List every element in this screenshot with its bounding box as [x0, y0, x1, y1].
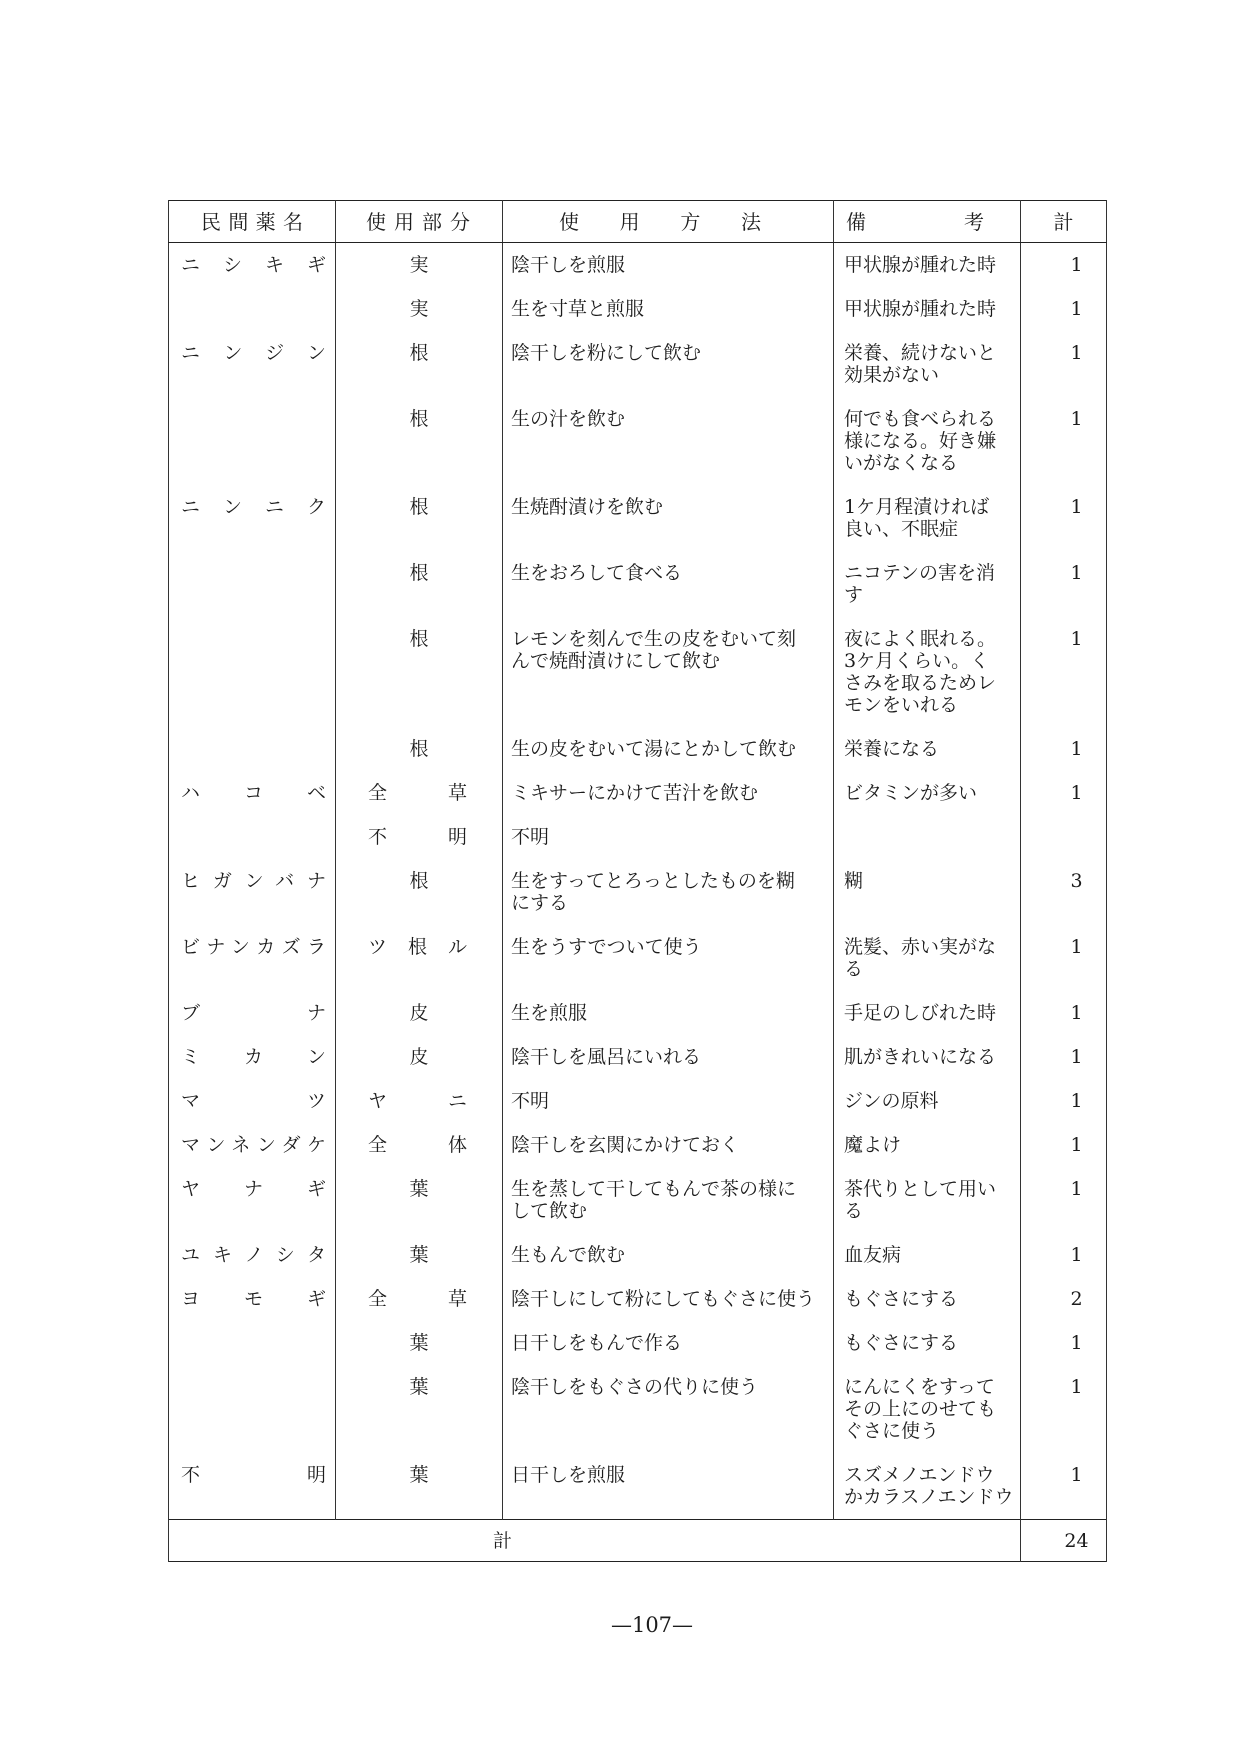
method-line: 生をうすでついて使う	[511, 936, 702, 958]
part-label: 皮	[409, 1046, 429, 1068]
table-row	[169, 1123, 1107, 1167]
method-cell	[503, 485, 834, 551]
remark-line: にんにくをすって	[844, 1376, 995, 1398]
method-line: んで焼酎漬けにして飲む	[511, 650, 721, 672]
count-cell	[1021, 1321, 1107, 1365]
remark-line: もぐさにする	[844, 1288, 959, 1310]
table-row	[169, 1453, 1107, 1520]
count-value: 1	[1070, 342, 1083, 364]
count-cell	[1021, 551, 1107, 617]
remedy-name: ヒガンバナ	[181, 870, 326, 892]
method-cell	[503, 1167, 834, 1233]
method-cell	[503, 1453, 834, 1520]
name-cell	[169, 1453, 336, 1520]
method-cell	[503, 815, 834, 859]
remark-line: 様になる。好き嫌	[844, 430, 997, 452]
table-row	[169, 1167, 1107, 1233]
table-row	[169, 1321, 1107, 1365]
part-label: 不明	[368, 826, 467, 848]
remark-cell	[834, 287, 1021, 331]
method-line: 生もんで飲む	[511, 1244, 626, 1266]
remark-line: 良い、不眠症	[844, 518, 959, 540]
remark-cell	[834, 243, 1021, 288]
remark-line: 肌がきれいになる	[844, 1046, 997, 1068]
table-row	[169, 243, 1107, 288]
remark-line: さみを取るためレ	[844, 672, 997, 694]
header-part-cell	[336, 201, 503, 243]
header-method-cell	[503, 201, 834, 243]
remark-line: 茶代りとして用い	[844, 1178, 997, 1200]
count-value: 1	[1070, 1090, 1083, 1112]
part-cell	[336, 991, 503, 1035]
remark-line: 血友病	[844, 1244, 902, 1266]
header-method: 使用方法	[559, 209, 761, 234]
method-cell	[503, 1277, 834, 1321]
remark-cell	[834, 771, 1021, 815]
remark-line: 夜によく眠れる。	[844, 628, 997, 650]
method-cell	[503, 287, 834, 331]
remark-line: す	[844, 584, 864, 606]
method-line: 不明	[511, 1090, 550, 1112]
remark-line: 甲状腺が腫れた時	[844, 298, 997, 320]
count-cell	[1021, 1035, 1107, 1079]
part-label: 根	[409, 628, 429, 650]
header-name: 民間薬名	[201, 209, 303, 234]
table-row	[169, 1233, 1107, 1277]
method-line: 陰干しを風呂にいれる	[511, 1046, 702, 1068]
part-cell	[336, 1453, 503, 1520]
part-cell	[336, 485, 503, 551]
part-label: 葉	[409, 1332, 429, 1354]
count-value: 1	[1070, 1046, 1083, 1068]
count-value: 1	[1070, 496, 1083, 518]
table-row	[169, 485, 1107, 551]
method-line: 生を蒸して干してもんで茶の様に	[511, 1178, 797, 1200]
total-count-cell	[1021, 1520, 1107, 1562]
part-cell	[336, 1079, 503, 1123]
part-label: 根	[409, 496, 429, 518]
part-cell	[336, 1321, 503, 1365]
remedy-name: ビナンカズラ	[181, 936, 326, 958]
remark-line: 1ケ月程漬ければ	[844, 496, 990, 518]
table-row	[169, 1079, 1107, 1123]
name-cell	[169, 485, 336, 551]
name-cell	[169, 617, 336, 727]
part-cell	[336, 287, 503, 331]
method-line: 陰干しをもぐさの代りに使う	[511, 1376, 759, 1398]
remark-cell	[834, 925, 1021, 991]
count-value: 1	[1070, 628, 1083, 650]
method-line: 生焼酎漬けを飲む	[511, 496, 664, 518]
remark-line: その上にのせても	[844, 1398, 997, 1420]
remedy-name: ハコベ	[181, 782, 326, 804]
count-cell	[1021, 925, 1107, 991]
remedy-name: ヨモギ	[181, 1288, 326, 1310]
name-cell	[169, 397, 336, 485]
count-value: 2	[1070, 1288, 1083, 1310]
method-line: 陰干しを煎服	[511, 254, 626, 276]
part-label: 葉	[409, 1244, 429, 1266]
method-line: 陰干しを玄関にかけておく	[511, 1134, 740, 1156]
table-row	[169, 991, 1107, 1035]
method-cell	[503, 1123, 834, 1167]
method-line: にする	[511, 892, 569, 914]
part-cell	[336, 1167, 503, 1233]
remark-cell	[834, 397, 1021, 485]
method-line: 生の皮をむいて湯にとかして飲む	[511, 738, 797, 760]
remark-line: 何でも食べられる	[844, 408, 997, 430]
table-row	[169, 287, 1107, 331]
remark-cell	[834, 551, 1021, 617]
count-cell	[1021, 727, 1107, 771]
remark-cell	[834, 485, 1021, 551]
remark-line: 糊	[844, 870, 864, 892]
part-cell	[336, 617, 503, 727]
count-cell	[1021, 1123, 1107, 1167]
part-cell	[336, 1123, 503, 1167]
method-cell	[503, 617, 834, 727]
part-cell	[336, 1035, 503, 1079]
part-label: 実	[409, 254, 429, 276]
remark-line: 栄養、続けないと	[844, 342, 997, 364]
name-cell	[169, 551, 336, 617]
method-line: 生をすってとろっとしたものを糊	[511, 870, 795, 892]
count-cell	[1021, 1233, 1107, 1277]
method-line: 陰干しにして粉にしてもぐさに使う	[511, 1288, 816, 1310]
remark-cell	[834, 727, 1021, 771]
remark-cell	[834, 1321, 1021, 1365]
count-cell	[1021, 1453, 1107, 1520]
part-cell	[336, 771, 503, 815]
method-cell	[503, 551, 834, 617]
count-value: 1	[1070, 1002, 1083, 1024]
name-cell	[169, 1167, 336, 1233]
table-row	[169, 331, 1107, 397]
part-label: ツ根ル	[368, 936, 467, 958]
count-value: 1	[1070, 782, 1083, 804]
header-remark: 備考	[846, 209, 984, 234]
method-line: ミキサーにかけて苦汁を飲む	[511, 782, 759, 804]
method-cell	[503, 727, 834, 771]
total-row	[169, 1520, 1107, 1562]
remedy-name: ユキノシタ	[181, 1244, 326, 1266]
name-cell	[169, 331, 336, 397]
table-row	[169, 617, 1107, 727]
count-value: 1	[1070, 1376, 1083, 1398]
remedy-name: ヤナギ	[181, 1178, 326, 1200]
remedy-name: マンネンダケ	[181, 1134, 326, 1156]
remark-cell	[834, 815, 1021, 859]
remark-line: る	[844, 958, 864, 980]
header-part: 使用部分	[366, 209, 470, 234]
remark-cell	[834, 991, 1021, 1035]
table-row	[169, 397, 1107, 485]
count-value: 1	[1070, 298, 1083, 320]
count-value: 1	[1070, 1178, 1083, 1200]
remark-line: 手足のしびれた時	[844, 1002, 997, 1024]
remedy-name: 不明	[181, 1464, 326, 1486]
count-cell	[1021, 815, 1107, 859]
remark-line: る	[844, 1200, 864, 1222]
count-value: 1	[1070, 1464, 1083, 1486]
table-row	[169, 815, 1107, 859]
remark-line: ぐさに使う	[844, 1420, 940, 1442]
remark-line: もぐさにする	[844, 1332, 959, 1354]
name-cell	[169, 287, 336, 331]
remark-cell	[834, 1365, 1021, 1453]
method-line: 日干しを煎服	[511, 1464, 626, 1486]
method-line: 不明	[511, 826, 550, 848]
count-value: 1	[1070, 1332, 1083, 1354]
count-value: 1	[1070, 936, 1083, 958]
part-cell	[336, 925, 503, 991]
table-row	[169, 1035, 1107, 1079]
count-cell	[1021, 771, 1107, 815]
remark-line: スズメノエンドウ	[844, 1464, 995, 1486]
count-cell	[1021, 1365, 1107, 1453]
part-cell	[336, 815, 503, 859]
method-line: 生をおろして食べる	[511, 562, 683, 584]
name-cell	[169, 243, 336, 288]
count-value: 1	[1070, 408, 1083, 430]
remark-line: 効果がない	[844, 364, 940, 386]
table-row	[169, 1277, 1107, 1321]
name-cell	[169, 815, 336, 859]
remark-cell	[834, 859, 1021, 925]
count-cell	[1021, 287, 1107, 331]
method-cell	[503, 1079, 834, 1123]
table-row	[169, 1365, 1107, 1453]
part-label: 葉	[409, 1464, 429, 1486]
remedy-name: ニシキギ	[181, 254, 326, 276]
header-row	[169, 201, 1107, 243]
method-cell	[503, 925, 834, 991]
count-cell	[1021, 1079, 1107, 1123]
remark-line: ニコテンの害を消	[844, 562, 996, 584]
part-label: 根	[409, 342, 429, 364]
part-label: 根	[409, 738, 429, 760]
count-cell	[1021, 331, 1107, 397]
part-label: 全草	[368, 1288, 467, 1310]
part-label: ヤニ	[368, 1090, 467, 1112]
name-cell	[169, 1035, 336, 1079]
method-line: 陰干しを粉にして飲む	[511, 342, 702, 364]
remark-line: 洗髪、赤い実がな	[844, 936, 997, 958]
name-cell	[169, 771, 336, 815]
remark-line: いがなくなる	[844, 452, 959, 474]
total-label-cell	[169, 1520, 1021, 1562]
count-cell	[1021, 617, 1107, 727]
name-cell	[169, 1365, 336, 1453]
name-cell	[169, 991, 336, 1035]
name-cell	[169, 1123, 336, 1167]
count-value: 1	[1070, 562, 1083, 584]
method-cell	[503, 1321, 834, 1365]
count-cell	[1021, 243, 1107, 288]
method-cell	[503, 331, 834, 397]
part-cell	[336, 1233, 503, 1277]
remark-line: 3ケ月くらい。く	[844, 650, 990, 672]
name-cell	[169, 859, 336, 925]
part-cell	[336, 243, 503, 288]
count-value: 3	[1070, 870, 1083, 892]
remark-cell	[834, 1035, 1021, 1079]
part-cell	[336, 1365, 503, 1453]
remark-line: かカラスノエンドウ	[844, 1486, 1014, 1508]
part-cell	[336, 727, 503, 771]
page-number: —107—	[610, 1613, 694, 1637]
table-row	[169, 859, 1107, 925]
count-cell	[1021, 485, 1107, 551]
part-cell	[336, 551, 503, 617]
method-cell	[503, 859, 834, 925]
remark-line: ジンの原料	[844, 1090, 939, 1112]
name-cell	[169, 925, 336, 991]
table-row	[169, 551, 1107, 617]
count-value: 1	[1070, 738, 1083, 760]
remark-cell	[834, 617, 1021, 727]
method-line: 生の汁を飲む	[511, 408, 626, 430]
header-count: 計	[1053, 209, 1074, 234]
part-label: 根	[409, 562, 429, 584]
count-value: 1	[1070, 1244, 1083, 1266]
part-label: 根	[409, 870, 429, 892]
table-row	[169, 771, 1107, 815]
part-label: 実	[409, 298, 429, 320]
count-cell	[1021, 1167, 1107, 1233]
name-cell	[169, 1321, 336, 1365]
remark-line: 栄養になる	[844, 738, 940, 760]
remark-line: ビタミンが多い	[844, 782, 978, 804]
name-cell	[169, 1079, 336, 1123]
count-cell	[1021, 991, 1107, 1035]
part-cell	[336, 331, 503, 397]
method-cell	[503, 243, 834, 288]
method-line: レモンを刻んで生の皮をむいて刻	[511, 628, 797, 650]
remark-line: 甲状腺が腫れた時	[844, 254, 997, 276]
part-cell	[336, 397, 503, 485]
remark-cell	[834, 1123, 1021, 1167]
remark-line: 魔よけ	[844, 1134, 902, 1156]
header-count-cell	[1021, 201, 1107, 243]
remark-cell	[834, 1079, 1021, 1123]
method-line: 生を寸草と煎服	[511, 298, 645, 320]
total-label: 計	[493, 1529, 513, 1552]
count-cell	[1021, 1277, 1107, 1321]
part-label: 葉	[409, 1376, 429, 1398]
remedy-name: マツ	[181, 1090, 326, 1112]
remedy-name: ミカン	[181, 1046, 326, 1068]
method-cell	[503, 1365, 834, 1453]
header-remark-cell	[834, 201, 1021, 243]
method-line: 生を煎服	[511, 1002, 588, 1024]
remark-cell	[834, 1453, 1021, 1520]
method-cell	[503, 397, 834, 485]
method-line: 日干しをもんで作る	[511, 1332, 683, 1354]
method-cell	[503, 1233, 834, 1277]
count-cell	[1021, 859, 1107, 925]
part-label: 全体	[368, 1134, 467, 1156]
part-cell	[336, 859, 503, 925]
name-cell	[169, 1277, 336, 1321]
remark-line: モンをいれる	[844, 694, 959, 716]
part-label: 根	[409, 408, 429, 430]
header-name-cell	[169, 201, 336, 243]
remedy-name: ニンニク	[181, 496, 326, 518]
method-cell	[503, 771, 834, 815]
name-cell	[169, 1233, 336, 1277]
remark-cell	[834, 1167, 1021, 1233]
table-row	[169, 727, 1107, 771]
remark-cell	[834, 1233, 1021, 1277]
count-cell	[1021, 397, 1107, 485]
remedy-name: ブナ	[181, 1002, 326, 1024]
count-value: 1	[1070, 1134, 1083, 1156]
part-label: 全草	[368, 782, 467, 804]
folk-remedy-table	[168, 200, 1107, 1562]
remark-cell	[834, 1277, 1021, 1321]
name-cell	[169, 727, 336, 771]
part-label: 皮	[409, 1002, 429, 1024]
part-cell	[336, 1277, 503, 1321]
count-value: 1	[1070, 254, 1083, 276]
method-cell	[503, 991, 834, 1035]
method-cell	[503, 1035, 834, 1079]
part-label: 葉	[409, 1178, 429, 1200]
table-row	[169, 925, 1107, 991]
total-value: 24	[1064, 1529, 1089, 1552]
remark-cell	[834, 331, 1021, 397]
remedy-name: ニンジン	[181, 342, 326, 364]
method-line: して飲む	[511, 1200, 588, 1222]
